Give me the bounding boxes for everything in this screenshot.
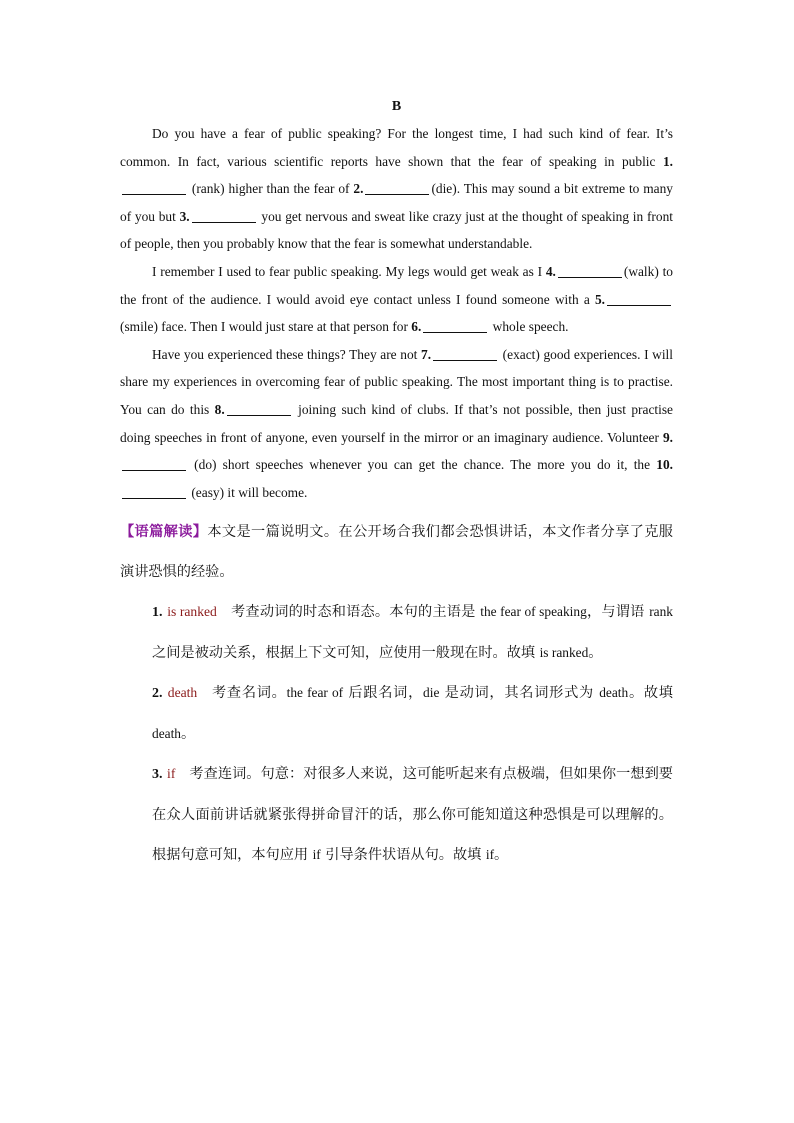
analysis-text: 本文是一篇说明文。在公开场合我们都会恐惧讲话，本文作者分享了克服演讲恐惧的经验。: [120, 524, 673, 581]
explanation-english: die: [423, 685, 440, 701]
answer-number: 3.: [152, 767, 163, 783]
answer-item-3: [120, 754, 673, 875]
document-page: [120, 96, 673, 875]
explanation-english: death: [599, 685, 629, 701]
answer-blank: [227, 401, 291, 416]
analysis-paragraph: [120, 512, 673, 592]
explanation-text: 考查动词的时态和语态。本句的主语是: [230, 604, 481, 621]
text: (smile) face. Then I would just stare at that person for: [120, 319, 412, 335]
text: Have you experienced these things? They are not: [152, 346, 421, 362]
explanation-text: 。: [494, 847, 509, 864]
blank-number: 2.: [353, 181, 364, 197]
answer-key: death: [167, 685, 198, 701]
text: I remember I used to fear public speaking. My legs would get weak as I: [152, 263, 546, 279]
answer-item-2: [120, 673, 673, 754]
text: joining such kind of clubs. If that’s not possible, then just practise doing speeches in front of anyone, even yourself in the mirror or an imaginary audience. Volunteer: [120, 401, 673, 445]
explanation-text: 后跟名词，: [343, 685, 424, 702]
explanation-text: 是动词，其名词形式为: [439, 685, 600, 702]
explanation-english: if: [312, 847, 321, 863]
blank-number: 9.: [662, 429, 673, 445]
passage-title: B: [391, 99, 402, 114]
explanation-text: 之间是被动关系，根据上下文可知，应使用一般现在时。故填: [152, 645, 540, 662]
explanation-text: 。: [181, 726, 196, 743]
answer-blank: [192, 208, 256, 223]
text: (do) short speeches whenever you can get the chance. The more you do it, the: [188, 457, 657, 473]
answer-blank: [607, 291, 671, 306]
passage-paragraph-2: [120, 258, 673, 341]
blank-number: 4.: [545, 263, 556, 279]
blank-number: 6.: [411, 319, 422, 335]
explanation-text: 。故填: [628, 685, 673, 702]
blank-number: 8.: [214, 401, 225, 417]
blank-number: 10.: [656, 457, 673, 473]
explanation-english: death: [152, 726, 181, 742]
text: you get nervous and sweat like crazy just at the thought of speaking in front of people, then you probably know that the fear is somewhat understandable.: [120, 208, 673, 252]
blank-number: 1.: [662, 153, 673, 169]
explanation-english: is ranked: [539, 645, 589, 661]
explanation-english: the fear of: [286, 685, 344, 701]
explanation-text: 引导条件状语从句。故填: [320, 847, 486, 864]
analysis-heading: 【语篇解读】: [120, 524, 208, 541]
answer-blank: [122, 180, 186, 195]
answer-blank: [365, 180, 429, 195]
text: (walk) to the front of the audience. I would avoid eye contact unless I found someone with a: [120, 263, 673, 307]
explanation-text: 考查连词。句意：对很多人来说，这可能听起来有点极端，但如果你一想到要在众人面前讲话就紧张得拼命冒汗的话，那么你可能知道这种恐惧是可以理解的。根据句意可知，本句应用: [152, 766, 673, 864]
answer-blank: [558, 263, 622, 278]
answer-blank: [423, 318, 487, 333]
answer-item-1: [120, 592, 673, 673]
passage-paragraph-1: [120, 120, 673, 258]
explanation-english: the fear of speaking: [480, 604, 587, 620]
text: (easy) it will become.: [188, 484, 308, 500]
explanation-english: if: [485, 847, 495, 863]
answer-blank: [122, 456, 186, 471]
passage-paragraph-3: [120, 341, 673, 507]
explanation-text: 。: [588, 645, 603, 662]
explanation-text: 考查名词。: [211, 685, 287, 702]
explanation-text: ，与谓语: [586, 604, 650, 621]
answer-number: 1.: [152, 605, 163, 621]
blank-number: 3.: [179, 208, 190, 224]
blank-number: 5.: [594, 291, 605, 307]
answer-number: 2.: [152, 686, 163, 702]
answer-key: is ranked: [167, 604, 217, 620]
text: (exact) good experiences. I will share my experiences in overcoming fear of public speaking. The most important thing is to practise. You can do this: [120, 346, 673, 417]
answer-key: if: [167, 766, 176, 782]
text: Do you have a fear of public speaking? For the longest time, I had such kind of fear. It’s common. In fact, various scientific reports have shown that the fear of speaking in public: [120, 126, 673, 169]
text: whole speech.: [489, 319, 569, 335]
blank-number: 7.: [421, 346, 432, 362]
text: (rank) higher than the fear of: [188, 181, 354, 197]
answer-blank: [433, 346, 497, 361]
answer-blank: [122, 484, 186, 499]
explanation-english: rank: [649, 604, 673, 620]
text: (die). This may sound a bit extreme to many of you but: [120, 181, 673, 224]
